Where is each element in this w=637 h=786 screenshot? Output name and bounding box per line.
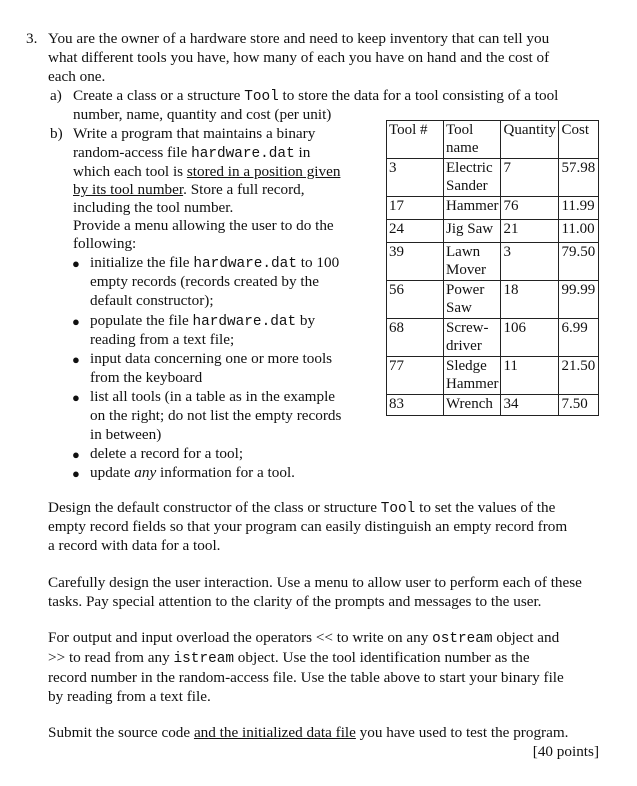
table-row [387, 395, 599, 416]
text: update [90, 464, 135, 481]
cell-id: 17 [387, 197, 444, 220]
bullet-line: in between) [90, 426, 162, 443]
bullet-dot-icon: ● [72, 352, 80, 367]
part-b-line: Provide a menu allowing the user to do the [73, 217, 334, 234]
operator-text: >> [48, 649, 66, 666]
table-row [387, 281, 599, 319]
paragraph-line: a record with data for a tool. [48, 537, 221, 554]
table-row [387, 197, 599, 220]
intro-line: what different tools you have, how many of each you have on hand and the cost of [48, 49, 550, 66]
name-line: Electric [446, 160, 493, 176]
operator-text: << [315, 629, 333, 646]
text: random-access file [73, 144, 192, 161]
name-line: Power [446, 282, 485, 298]
table-row [387, 319, 599, 357]
part-b-line [73, 143, 310, 164]
paragraph-line [48, 628, 559, 649]
part-b-line: Write a program that maintains a binary [73, 125, 316, 142]
text: in [294, 144, 311, 161]
cell-name [444, 281, 501, 319]
cell-id: 56 [387, 281, 444, 319]
table-header-row [387, 121, 599, 159]
code-filename: hardware.dat [191, 146, 295, 162]
cell-id: 68 [387, 319, 444, 357]
cell-name [444, 159, 501, 197]
tool-table [386, 120, 599, 416]
bullet-dot-icon: ● [72, 256, 80, 271]
text: which each tool is [73, 163, 187, 180]
header-cost: Cost [559, 121, 599, 159]
part-a-line [73, 86, 558, 107]
cell-name [444, 319, 501, 357]
code-istream: istream [173, 651, 234, 667]
name-line: Saw [446, 300, 472, 316]
paragraph-line [48, 648, 530, 669]
bullet-dot-icon: ● [72, 447, 80, 462]
intro-line: You are the owner of a hardware store and need to keep inventory that can tell you [48, 30, 550, 47]
underlined-text: and the initialized data file [193, 724, 356, 741]
text: . Store a full record, [183, 181, 305, 198]
cell-cost: 11.00 [559, 220, 599, 243]
text: to set the values of the [415, 499, 556, 516]
header-line: name [446, 140, 479, 156]
cell-cost: 21.50 [559, 357, 599, 395]
name-line: Mover [446, 262, 486, 278]
name-line: Lawn [446, 244, 481, 260]
name-line: driver [446, 338, 482, 354]
name-line: Sander [446, 178, 488, 194]
header-tool-number: Tool # [387, 121, 444, 159]
cell-name: Hammer [444, 197, 501, 220]
text: Create a class or a structure [73, 87, 245, 104]
paragraph-line [48, 723, 568, 742]
part-b-line [73, 180, 305, 199]
bullet-line: reading from a text file; [90, 331, 235, 348]
table-row [387, 357, 599, 395]
cell-id: 24 [387, 220, 444, 243]
cell-id: 77 [387, 357, 444, 395]
cell-id: 3 [387, 159, 444, 197]
bullet-line: from the keyboard [90, 369, 203, 386]
part-b-line: following: [73, 235, 137, 252]
cell-name [444, 243, 501, 281]
text: object. Use the tool identification number as the [233, 649, 530, 666]
cell-cost: 6.99 [559, 319, 599, 357]
bullet-line [90, 253, 339, 274]
code-filename: hardware.dat [192, 314, 297, 330]
table-row [387, 243, 599, 281]
bullet-line: list all tools (in a table as in the example [90, 388, 336, 405]
name-line: Screw- [446, 320, 489, 336]
underlined-text: stored in a position given [186, 163, 341, 180]
text: For output and input overload the operators [48, 629, 316, 646]
header-tool-name [444, 121, 501, 159]
paragraph-line: by reading from a text file. [48, 688, 211, 705]
cell-qty: 3 [501, 243, 559, 281]
code-ostream: ostream [432, 631, 493, 647]
cell-qty: 76 [501, 197, 559, 220]
cell-id: 39 [387, 243, 444, 281]
cell-qty: 34 [501, 395, 559, 416]
bullet-line: delete a record for a tool; [90, 445, 244, 462]
cell-id: 83 [387, 395, 444, 416]
text: to 100 [296, 254, 340, 271]
points-label: [40 points] [532, 743, 599, 760]
bullet-line [90, 311, 315, 332]
bullet-dot-icon: ● [72, 314, 80, 329]
cell-cost: 7.50 [559, 395, 599, 416]
text: populate the file [90, 312, 193, 329]
bullet-line: on the right; do not list the empty records [90, 407, 342, 424]
part-a-line: number, name, quantity and cost (per unit) [73, 106, 332, 123]
cell-name: Wrench [444, 395, 501, 416]
paragraph-line: record number in the random-access file. Use the table above to start your binary file [48, 669, 564, 686]
text: Design the default constructor of the class or structure [48, 499, 381, 516]
code-tool: Tool [244, 89, 279, 105]
bullet-line: empty records (records created by the [90, 273, 319, 290]
text: by [296, 312, 316, 329]
paragraph-line [48, 498, 555, 519]
bullet-dot-icon: ● [72, 466, 80, 481]
cell-qty: 11 [501, 357, 559, 395]
cell-name: Jig Saw [444, 220, 501, 243]
text: Submit the source code [48, 724, 194, 741]
cell-cost: 57.98 [559, 159, 599, 197]
cell-qty: 7 [501, 159, 559, 197]
table-row [387, 220, 599, 243]
cell-qty: 18 [501, 281, 559, 319]
text: to write on any [332, 629, 433, 646]
emphasis-text: any [134, 464, 157, 481]
cell-qty: 21 [501, 220, 559, 243]
paragraph-line: empty record fields so that your program can easily distinguish an empty record from [48, 518, 568, 535]
cell-qty: 106 [501, 319, 559, 357]
paragraph-line: tasks. Pay special attention to the clarity of the prompts and messages to the user. [48, 593, 542, 610]
header-quantity: Quantity [501, 121, 559, 159]
bullet-line [90, 463, 295, 482]
header-line: Tool [446, 122, 474, 138]
code-filename: hardware.dat [193, 256, 297, 272]
bullet-dot-icon: ● [72, 390, 80, 405]
cell-cost: 11.99 [559, 197, 599, 220]
code-tool: Tool [380, 501, 416, 517]
intro-line: each one. [48, 68, 106, 85]
text: to read from any [65, 649, 174, 666]
text: information for a tool. [156, 464, 295, 481]
cell-name [444, 357, 501, 395]
part-a-label: a) [50, 87, 62, 104]
part-b-line: including the tool number. [73, 199, 234, 216]
cell-cost: 99.99 [559, 281, 599, 319]
text: object and [492, 629, 560, 646]
bullet-line: default constructor); [90, 292, 214, 309]
part-b-label: b) [50, 125, 63, 142]
problem-number: 3. [26, 30, 38, 47]
part-b-line [73, 162, 340, 181]
text: to store the data for a tool consisting of a tool [278, 87, 559, 104]
cell-cost: 79.50 [559, 243, 599, 281]
name-line: Hammer [446, 376, 499, 392]
name-line: Sledge [446, 358, 487, 374]
table-row [387, 159, 599, 197]
bullet-line: input data concerning one or more tools [90, 350, 333, 367]
underlined-text: by its tool number [73, 181, 184, 198]
text: you have used to test the program. [355, 724, 569, 741]
paragraph-line: Carefully design the user interaction. Use a menu to allow user to perform each of these [48, 574, 582, 591]
text: initialize the file [90, 254, 194, 271]
